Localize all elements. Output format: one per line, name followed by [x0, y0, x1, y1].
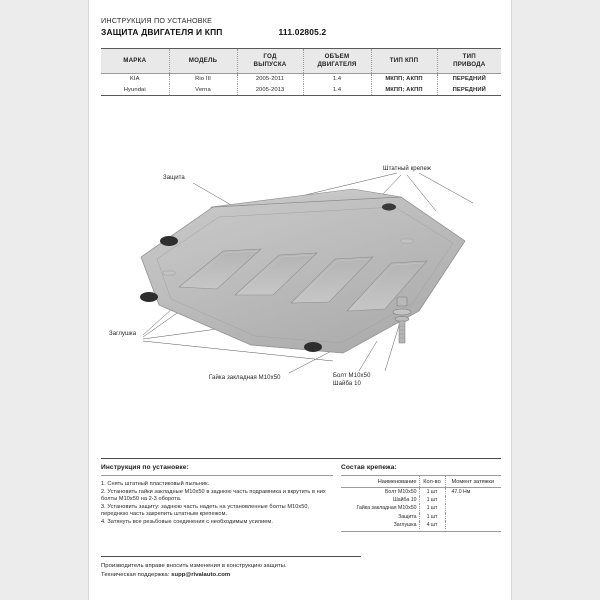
section-divider — [101, 458, 501, 459]
label-embedded-nut: Гайка закладная М10х50 — [209, 375, 281, 381]
kit-qty: 4 шт — [419, 521, 445, 529]
kit-col-name: Наименование — [341, 476, 419, 488]
col-engine: ОБЪЕМ ДВИГАТЕЛЯ — [303, 49, 371, 74]
kit-name: Гайка закладная М10х50 — [356, 505, 417, 512]
fastener-kit-panel — [341, 464, 501, 532]
kit-name: Болт М10х50 — [385, 489, 417, 496]
instructions-rule — [101, 475, 333, 476]
vehicle-compatibility-table — [101, 48, 501, 96]
kit-row — [341, 504, 501, 512]
cell-gearbox: МКПП; АКПП — [371, 74, 437, 85]
fastener-kit-table — [341, 475, 501, 529]
cell-model: Verna — [169, 84, 237, 95]
kit-qty: 1 шт — [419, 504, 445, 512]
support-label: Техническая поддержка: — [101, 572, 172, 578]
footer-rule — [101, 556, 361, 557]
label-washer: Шайба 10 — [333, 381, 361, 387]
plate-body — [140, 189, 465, 353]
cell-gearbox: МКПП; АКПП — [371, 84, 437, 95]
page-sheet — [88, 0, 512, 600]
kit-torque — [445, 513, 501, 521]
skid-plate-svg — [101, 145, 501, 410]
cell-brand: Hyundai — [101, 84, 169, 95]
kit-heading: Состав крепежа: — [341, 464, 397, 471]
kit-col-torque: Момент затяжки — [445, 476, 501, 488]
kit-name: Шайба 10 — [393, 497, 417, 504]
skid-plate-drawing — [101, 145, 501, 410]
instruction-step: 2. Установить гайки закладные М10х50 в заднюю часть подрамника и вкрутить в них болты М10х50 на 2-3 оборота. — [101, 488, 326, 503]
instruction-step: 1. Снять штатный пластиковый пыльник. — [101, 481, 210, 487]
kit-torque — [445, 504, 501, 512]
kit-torque: 47.0 Нм — [451, 489, 471, 496]
kit-qty: 1 шт — [419, 496, 445, 504]
installation-instructions — [101, 464, 333, 527]
kit-row — [341, 513, 501, 521]
instructions-body — [101, 481, 333, 527]
cell-brand: KIA — [101, 74, 169, 85]
kit-torque — [445, 496, 501, 504]
document-footer — [101, 556, 501, 580]
col-gearbox: ТИП КПП — [371, 49, 437, 74]
page-title: ЗАЩИТА ДВИГАТЕЛЯ И КПП — [101, 27, 223, 37]
product-code: 111.02805.2 — [278, 27, 327, 37]
kit-row — [341, 521, 501, 529]
label-bolt-washer — [333, 372, 371, 388]
kit-torque — [445, 521, 501, 529]
cell-model: Rio III — [169, 74, 237, 85]
header-subtitle: ИНСТРУКЦИЯ ПО УСТАНОВКЕ — [101, 16, 213, 25]
kit-name: Защита — [398, 513, 417, 520]
footer-disclaimer: Производитель вправе вносить изменения в конструкцию защиты. — [101, 563, 287, 569]
cell-years: 2005-2011 — [237, 74, 303, 85]
instruction-step: 3. Установить защиту: заднюю часть надеть на установленные болты М10х50, переднюю часть закрепить штатным крепежом. — [101, 503, 310, 518]
support-email[interactable]: supp@rivalauto.com — [171, 572, 231, 578]
kit-bottom-rule — [341, 531, 501, 532]
instructions-heading: Инструкция по установке: — [101, 464, 189, 471]
label-shield: Защита — [163, 175, 185, 181]
kit-row — [341, 496, 501, 504]
cell-drive: ПЕРЕДНИЙ — [437, 84, 501, 95]
instruction-step: 4. Затянуть все резьбовые соединения с необходимым усилием. — [101, 518, 273, 525]
kit-qty: 1 шт — [419, 488, 445, 497]
table-row — [101, 84, 501, 95]
kit-col-qty: Кол-во — [419, 476, 445, 488]
label-standard-mount: Штатный крепеж — [383, 166, 432, 172]
kit-row — [341, 488, 501, 497]
kit-qty: 1 шт — [419, 513, 445, 521]
cell-years: 2005-2013 — [237, 84, 303, 95]
label-bolt: Болт М10х50 — [333, 373, 371, 379]
table-row — [101, 74, 501, 85]
col-brand: МАРКА — [101, 49, 169, 74]
kit-name: Заглушка — [393, 521, 417, 528]
label-plug: Заглушка — [109, 331, 137, 337]
document-header — [101, 16, 501, 37]
col-model: МОДЕЛЬ — [169, 49, 237, 74]
col-years: ГОД ВЫПУСКА — [237, 49, 303, 74]
table-header-row — [101, 49, 501, 74]
cell-engine: 1.4 — [303, 84, 371, 95]
col-drive: ТИП ПРИВОДА — [437, 49, 501, 74]
cell-engine: 1.4 — [303, 74, 371, 85]
footer-support — [101, 571, 501, 580]
cell-drive: ПЕРЕДНИЙ — [452, 76, 486, 83]
kit-header-row — [341, 476, 501, 488]
